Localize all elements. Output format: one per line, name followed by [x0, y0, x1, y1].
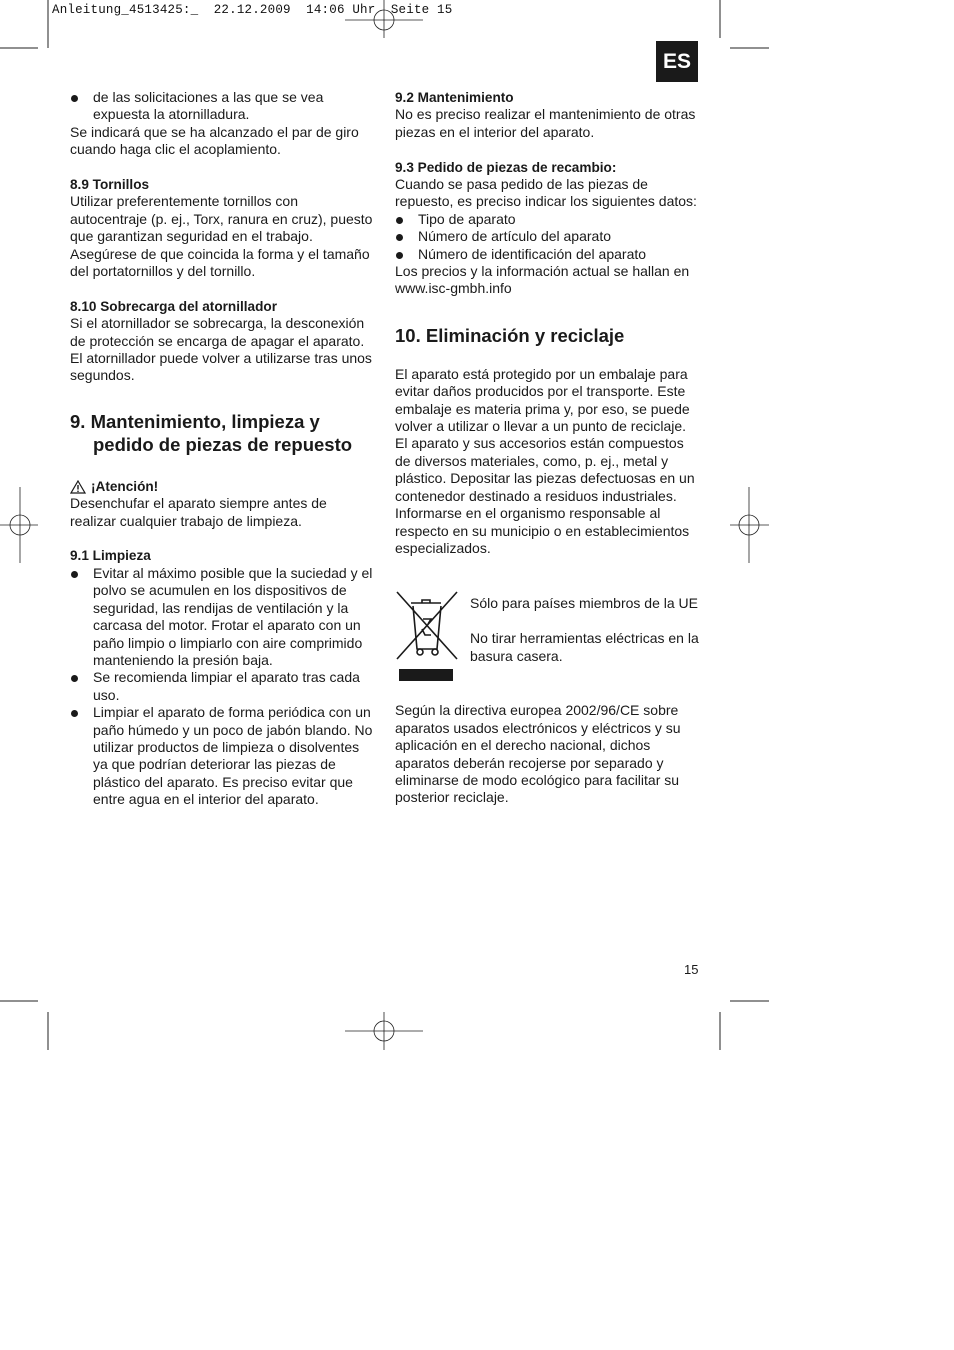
- heading-section-9: 9. Mantenimiento, limpieza y pedido de piezas de repuesto: [70, 410, 353, 455]
- registration-mark-left: [0, 487, 38, 563]
- bullet-list-intro: [70, 89, 375, 124]
- torque-note: Se indicará que se ha alcanzado el par de giro cuando haga clic el acoplamiento.: [70, 123, 359, 158]
- spare-parts-list: [395, 211, 701, 263]
- section-9-1-title: 9.1 Limpieza: [70, 548, 151, 564]
- crossed-out-wheelie-bin-icon: [395, 589, 459, 684]
- registration-mark-right: [730, 487, 769, 563]
- section-10-text: El aparato está protegido por un embalaje para evitar daños producidos por el transporte. Este embalaje es materia prima y, por eso, se puede volver a utilizar o llevar a un punto de reciclaje. El aparato y sus accesorios están compuestos de diversos materiales, como, p. ej., metal y plástico. Depositar las piezas defectuosas en un contenedor destinado a residuos industriales. Informarse en el organismo responsable al respecto en su municipio o en establecimientos especializados.: [395, 365, 695, 556]
- list-item: Número de identificación del aparato: [395, 246, 701, 263]
- section-9-2-title: 9.2 Mantenimiento: [395, 90, 514, 105]
- registration-mark-bottom: [345, 1012, 423, 1050]
- attention-heading: [70, 478, 375, 495]
- weee-line-2: No tirar herramientas eléctricas en la basura casera.: [470, 630, 699, 664]
- section-8-9-text: Utilizar preferentemente tornillos con autocentraje (p. ej., Torx, ranura en cruz), puesto que garantizan seguridad en el trabajo. Asegúrese de que coincida la forma y el tamaño del portatornillos y del tornillo.: [70, 193, 373, 280]
- section-8-10-title: 8.10 Sobrecarga del atornillador: [70, 298, 277, 314]
- language-badge: ES: [656, 41, 698, 82]
- list-item: de las solicitaciones a las que se vea expuesta la atornilladura.: [70, 89, 375, 124]
- page-number: 15: [684, 962, 699, 977]
- section-9-3-intro: Cuando se pasa pedido de las piezas de repuesto, es preciso indicar los siguientes datos:: [395, 176, 697, 210]
- section-9-2-text: No es preciso realizar el mantenimiento de otras piezas en el interior del aparato.: [395, 106, 696, 140]
- print-slug: Anleitung_4513425:_ 22.12.2009 14:06 Uhr Seite 15: [52, 3, 453, 17]
- registration-mark-top: [345, 0, 423, 38]
- section-8-10-text: Si el atornillador se sobrecarga, la desconexión de protección se encarga de apagar el aparato. El atornillador puede volver a utilizarse tras unos segundos.: [70, 315, 372, 384]
- right-column: [395, 89, 701, 807]
- weee-notice: [395, 587, 701, 684]
- cleaning-list: [70, 565, 375, 809]
- directive-text: Según la directiva europea 2002/96/CE sobre aparatos usados electrónicos y eléctricos y su aplicación en el derecho nacional, dichos aparatos deberán recojerse por separado y eliminarse de modo ecológico para facilitar su posterior reciclaje.: [395, 702, 681, 806]
- attention-title: ¡Atención!: [91, 478, 159, 494]
- list-item: Número de artículo del aparato: [395, 228, 701, 245]
- attention-text: Desenchufar el aparato siempre antes de realizar cualquier trabajo de limpieza.: [70, 495, 327, 529]
- section-9-3-title: 9.3 Pedido de piezas de recambio:: [395, 159, 617, 175]
- list-item: Evitar al máximo posible que la suciedad y el polvo se acumulen en los dispositivos de seguridad, las rendijas de ventilación y la carcasa del motor. Frotar el aparato con un paño limpio o limpiarlo con aire comprimido manteniendo la presión baja.: [70, 565, 375, 669]
- section-9-3-outro: Los precios y la información actual se hallan en www.isc-gmbh.info: [395, 263, 690, 297]
- left-column: [70, 89, 375, 809]
- list-item: Tipo de aparato: [395, 211, 701, 228]
- list-item: Se recomienda limpiar el aparato tras cada uso.: [70, 669, 375, 704]
- list-item: Limpiar el aparato de forma periódica con un paño húmedo y un poco de jabón blando. No utilizar productos de limpieza o disolventes ya que podrían deteriorar las piezas de plástico del aparato. Es preciso evitar que entre agua en el interior del aparato.: [70, 704, 375, 808]
- section-8-9-title: 8.9 Tornillos: [70, 177, 150, 193]
- warning-triangle-icon: [70, 480, 86, 494]
- weee-line-1: Sólo para países miembros de la UE: [470, 595, 698, 612]
- weee-text: [470, 587, 700, 665]
- heading-section-10: 10. Eliminación y reciclaje: [395, 324, 625, 346]
